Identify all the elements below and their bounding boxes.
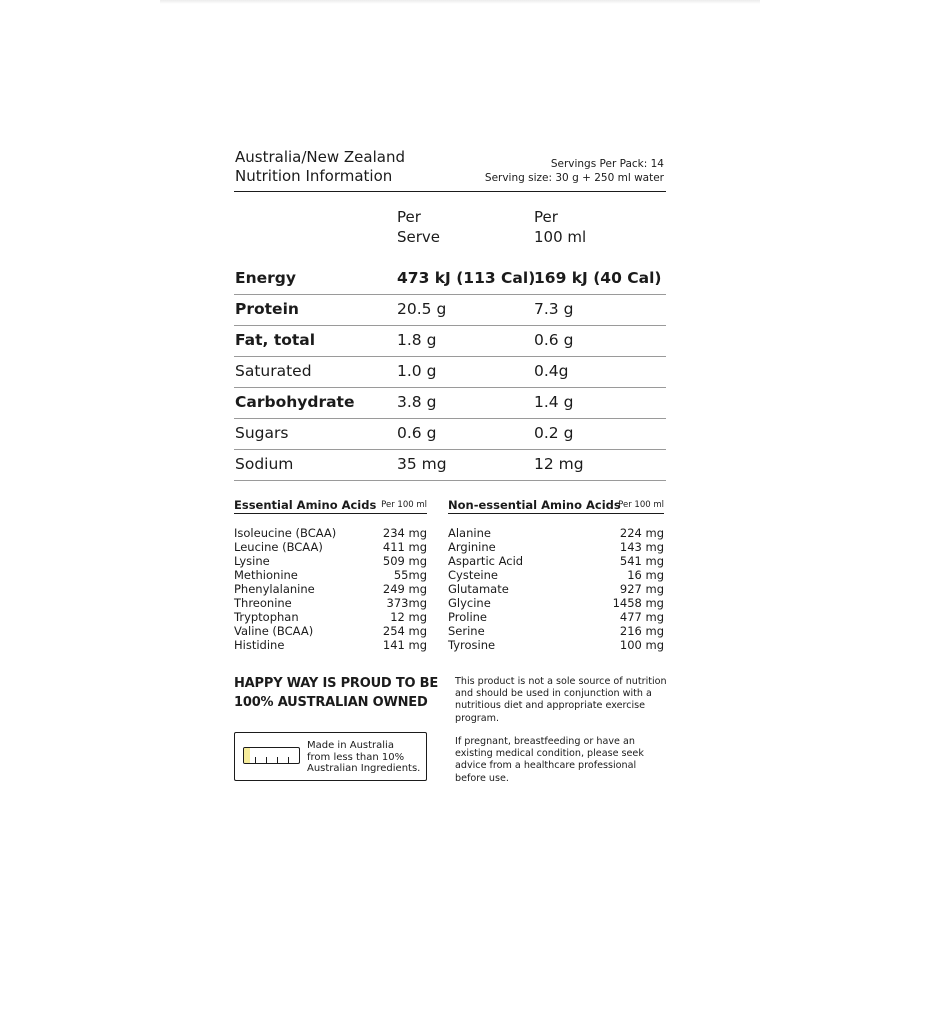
per-serve-value: 3.8 g xyxy=(397,393,437,411)
serving-size: Serving size: 30 g + 250 ml water xyxy=(484,172,664,184)
amino-value: 477 mg xyxy=(619,610,664,624)
nonessential-amino-per-label: Per 100 ml xyxy=(618,500,664,510)
essential-amino-list xyxy=(234,526,427,652)
amino-name: Tryptophan xyxy=(234,610,299,624)
amino-row xyxy=(234,638,427,652)
amino-value: 411 mg xyxy=(382,540,427,554)
amino-row xyxy=(448,610,664,624)
amino-name: Valine (BCAA) xyxy=(234,624,314,638)
amino-row xyxy=(448,540,664,554)
amino-row xyxy=(234,526,427,540)
amino-value: 12 mg xyxy=(390,610,427,624)
amino-value: 1458 mg xyxy=(612,596,664,610)
nutrient-name: Carbohydrate xyxy=(235,393,355,411)
panel-header xyxy=(234,146,666,192)
gauge-tick xyxy=(288,757,289,763)
gauge-tick xyxy=(255,757,256,763)
nutrition-row-fat xyxy=(234,326,666,357)
amino-row xyxy=(448,554,664,568)
top-edge-shadow xyxy=(160,0,760,4)
column-headers xyxy=(234,192,666,264)
amino-name: Leucine (BCAA) xyxy=(234,540,323,554)
australian-owned-line2: 100% AUSTRALIAN OWNED xyxy=(234,695,428,710)
amino-name: Glutamate xyxy=(448,582,509,596)
amino-row xyxy=(234,596,427,610)
badge-line3: Australian Ingredients. xyxy=(307,763,421,774)
amino-value: 141 mg xyxy=(382,638,427,652)
amino-row xyxy=(234,568,427,582)
amino-value: 216 mg xyxy=(619,624,664,638)
amino-value: 55mg xyxy=(393,568,427,582)
per-serve-value: 1.0 g xyxy=(397,362,437,380)
amino-value: 927 mg xyxy=(619,582,664,596)
nutrient-name: Saturated xyxy=(235,362,312,380)
nutrition-row-protein xyxy=(234,295,666,326)
amino-row xyxy=(234,624,427,638)
badge-line2: from less than 10% xyxy=(307,751,405,763)
nonessential-amino-acids xyxy=(448,498,664,652)
per-100ml-value: 0.2 g xyxy=(534,424,574,442)
amino-name: Aspartic Acid xyxy=(448,554,524,568)
panel-title-line1: Australia/New Zealand xyxy=(235,148,405,166)
amino-name: Threonine xyxy=(234,596,292,610)
amino-name: Tyrosine xyxy=(448,638,496,652)
amino-name: Phenylalanine xyxy=(234,582,315,596)
amino-row xyxy=(448,638,664,652)
essential-amino-header xyxy=(234,498,427,514)
nutrition-row-saturated xyxy=(234,357,666,388)
amino-row xyxy=(448,526,664,540)
per-100ml-value: 7.3 g xyxy=(534,300,574,318)
amino-value: 509 mg xyxy=(382,554,427,568)
essential-amino-per-label: Per 100 ml xyxy=(381,500,427,510)
essential-amino-title: Essential Amino Acids xyxy=(234,498,377,512)
australian-owned-statement xyxy=(234,674,438,712)
amino-row xyxy=(234,540,427,554)
amino-row xyxy=(448,624,664,638)
amino-name: Cysteine xyxy=(448,568,498,582)
amino-value: 224 mg xyxy=(619,526,664,540)
amino-value: 234 mg xyxy=(382,526,427,540)
nutrition-row-energy xyxy=(234,264,666,295)
nutrient-name: Fat, total xyxy=(235,331,316,349)
nonessential-amino-header xyxy=(448,498,664,514)
amino-name: Lysine xyxy=(234,554,270,568)
amino-name: Proline xyxy=(448,610,487,624)
per-100ml-value: 0.6 g xyxy=(534,331,574,349)
per-serve-value: 20.5 g xyxy=(397,300,447,318)
amino-name: Arginine xyxy=(448,540,496,554)
amino-value: 254 mg xyxy=(382,624,427,638)
amino-row xyxy=(448,596,664,610)
amino-name: Alanine xyxy=(448,526,491,540)
amino-value: 143 mg xyxy=(619,540,664,554)
amino-row xyxy=(448,568,664,582)
amino-row xyxy=(234,582,427,596)
nutrient-name: Sodium xyxy=(235,455,294,473)
per-serve-value: 0.6 g xyxy=(397,424,437,442)
amino-name: Glycine xyxy=(448,596,491,610)
per-100ml-value: 1.4 g xyxy=(534,393,574,411)
per-serve-value: 473 kJ (113 Cal) xyxy=(397,269,536,287)
amino-row xyxy=(234,554,427,568)
column-header-per-100ml xyxy=(534,207,586,247)
amino-name: Methionine xyxy=(234,568,298,582)
per-100ml-value: 12 mg xyxy=(534,455,584,473)
per-serve-value: 35 mg xyxy=(397,455,447,473)
gauge-fill xyxy=(244,748,250,763)
column-header-per-serve xyxy=(397,207,440,247)
country-of-origin-badge xyxy=(234,732,427,781)
amino-name: Serine xyxy=(448,624,485,638)
servings-per-pack: Servings Per Pack: 14 xyxy=(550,158,664,170)
column-header-per-serve-line2: Serve xyxy=(397,228,441,246)
amino-value: 100 mg xyxy=(619,638,664,652)
column-header-per-100ml-line2: 100 ml xyxy=(534,228,587,246)
amino-value: 373mg xyxy=(386,596,427,610)
panel-title xyxy=(235,148,405,186)
nutrition-panel xyxy=(234,146,667,784)
nutrient-name: Sugars xyxy=(235,424,289,442)
amino-name: Histidine xyxy=(234,638,285,652)
column-header-per-serve-line1: Per xyxy=(397,208,421,226)
per-serve-value: 1.8 g xyxy=(397,331,437,349)
nutrient-name: Energy xyxy=(235,269,296,287)
amino-row xyxy=(234,610,427,624)
medical-disclaimer: If pregnant, breastfeeding or have an existing medical condition, please seek advice from a healthcare professional before use. xyxy=(455,736,644,784)
nutrition-row-sodium xyxy=(234,450,666,481)
amino-row xyxy=(448,582,664,596)
nutrition-disclaimer: This product is not a sole source of nutrition and should be used in conjunction with a nutritious diet and appropriate exercise program. xyxy=(455,676,667,724)
amino-value: 541 mg xyxy=(619,554,664,568)
australian-owned-line1: HAPPY WAY IS PROUD TO BE xyxy=(234,676,439,691)
nonessential-amino-list xyxy=(448,526,664,652)
essential-amino-acids xyxy=(234,498,427,652)
amino-name: Isoleucine (BCAA) xyxy=(234,526,337,540)
gauge-tick xyxy=(266,757,267,763)
panel-title-line2: Nutrition Information xyxy=(235,167,393,185)
australian-ingredients-gauge-icon xyxy=(243,747,300,764)
per-100ml-value: 169 kJ (40 Cal) xyxy=(534,269,662,287)
serving-info xyxy=(485,157,664,185)
gauge-tick xyxy=(277,757,278,763)
amino-value: 249 mg xyxy=(382,582,427,596)
nutrition-row-sugars xyxy=(234,419,666,450)
nutrition-row-carbohydrate xyxy=(234,388,666,419)
per-100ml-value: 0.4g xyxy=(534,362,569,380)
nutrient-name: Protein xyxy=(235,300,299,318)
column-header-per-100ml-line1: Per xyxy=(534,208,558,226)
badge-line1: Made in Australia xyxy=(307,740,394,751)
badge-text xyxy=(307,740,420,775)
amino-value: 16 mg xyxy=(627,568,664,582)
nonessential-amino-title: Non-essential Amino Acids xyxy=(448,498,621,512)
